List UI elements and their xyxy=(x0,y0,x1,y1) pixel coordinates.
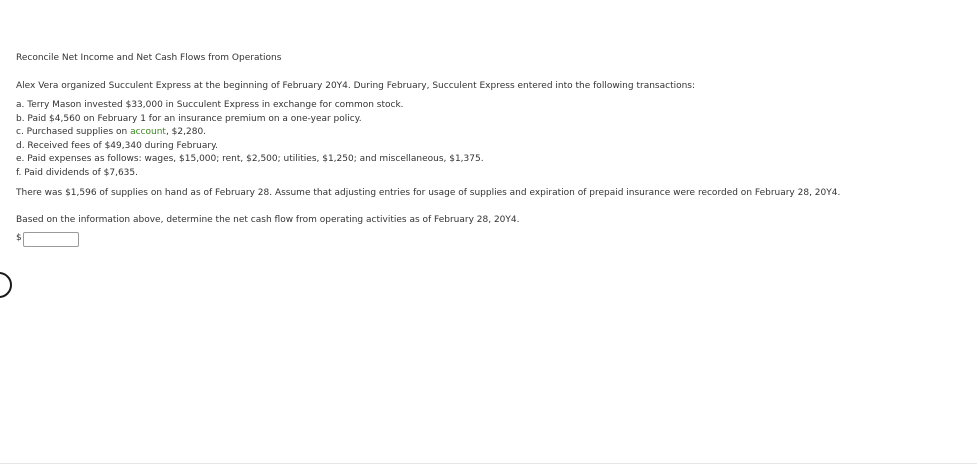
transaction-item-e: e. Paid expenses as follows: wages, $15,000; rent, $2,500; utilities, $1,250; and miscellaneous, $1,375. xyxy=(16,154,484,164)
transaction-item-c xyxy=(16,126,956,140)
account-term-link[interactable]: account xyxy=(130,127,166,137)
transaction-c-suffix: , $2,280. xyxy=(165,127,207,137)
transaction-list xyxy=(16,99,956,180)
transaction-item-a: a. Terry Mason invested $33,000 in Succulent Express in exchange for common stock. xyxy=(16,100,404,110)
problem-intro: Alex Vera organized Succulent Express at the beginning of February 20Y4. During February, Succulent Express entered into the following transactions: xyxy=(16,80,696,91)
transaction-item-d: d. Received fees of $49,340 during February. xyxy=(16,140,219,151)
currency-symbol: $ xyxy=(16,233,22,244)
cursor-indicator xyxy=(0,272,12,298)
bottom-divider xyxy=(0,463,977,464)
supplies-note: There was $1,596 of supplies on hand as of February 28. Assume that adjusting entries for usage of supplies and expiration of prepaid insurance were recorded on February 28, 20Y4. xyxy=(16,188,841,198)
answer-row xyxy=(16,230,956,248)
transaction-c-prefix: c. Purchased supplies on xyxy=(16,127,131,137)
problem-title: Reconcile Net Income and Net Cash Flows from Operations xyxy=(16,53,282,63)
transaction-item-b: b. Paid $4,560 on February 1 for an insurance premium on a one-year policy. xyxy=(16,113,362,124)
net-cash-flow-input[interactable] xyxy=(23,232,79,247)
transaction-item-f: f. Paid dividends of $7,635. xyxy=(16,167,138,178)
problem-content xyxy=(16,52,956,248)
question-text: Based on the information above, determine the net cash flow from operating activities as of February 28, 20Y4. xyxy=(16,214,520,225)
